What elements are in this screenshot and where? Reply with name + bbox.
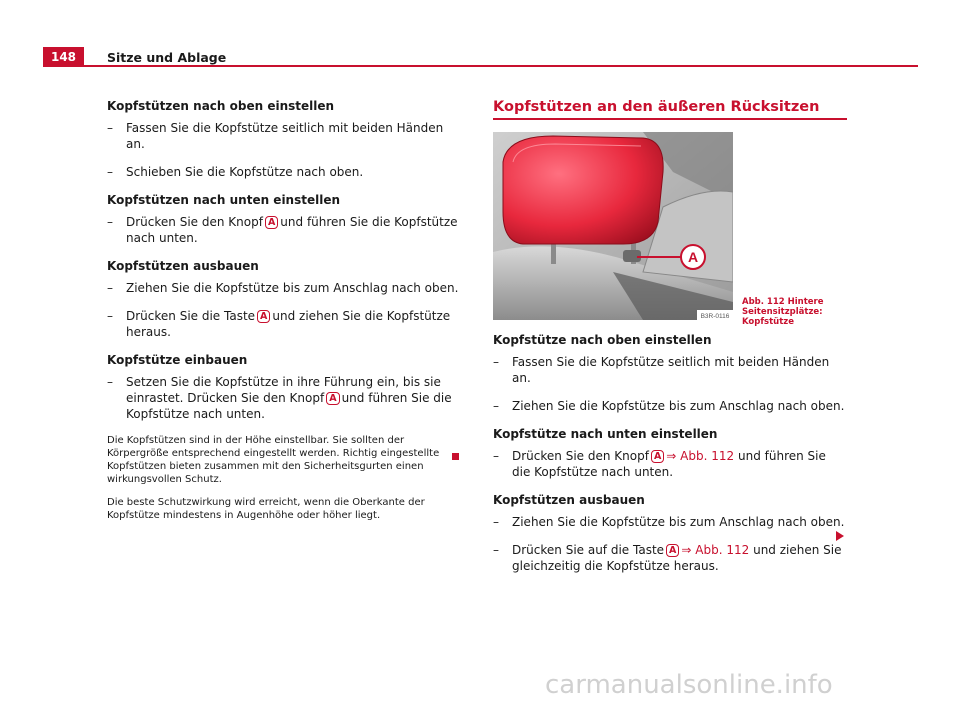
continue-arrow-icon	[836, 531, 844, 541]
left-heading-lower: Kopfstützen nach unten einstellen	[107, 193, 341, 207]
button-a-badge: A	[326, 392, 339, 405]
right-section-raise	[493, 332, 848, 414]
right-section-remove	[493, 492, 848, 574]
right-column	[493, 332, 848, 586]
list-item: – Drücken Sie auf die Taste A ⇒ Abb. 112 und ziehen Sie gleichzeitig die Kopfstütze heraus.	[493, 543, 842, 573]
list-item: – Schieben Sie die Kopfstütze nach oben.	[107, 165, 364, 179]
headrest-figure	[493, 132, 733, 320]
right-heading-lower: Kopfstütze nach unten einstellen	[493, 427, 718, 441]
section-end-marker	[452, 453, 459, 460]
header-rule	[84, 65, 918, 67]
left-column	[107, 98, 465, 532]
note-paragraph: Die beste Schutzwirkung wird erreicht, wenn die Oberkante der Kopfstütze mindestens in Augenhöhe oder höher liegt.	[107, 497, 425, 521]
list-item: – Drücken Sie den Knopf A und führen Sie die Kopfstütze nach unten.	[107, 215, 458, 245]
list-item: – Fassen Sie die Kopfstütze seitlich mit beiden Händen an.	[107, 121, 444, 151]
section-rule	[493, 118, 847, 120]
left-section-raise	[107, 98, 465, 180]
figure-caption: Abb. 112 Hintere Seitensitzplätze: Kopfstütze	[742, 297, 824, 327]
list-item: – Ziehen Sie die Kopfstütze bis zum Anschlag nach oben.	[107, 281, 459, 295]
page-number: 148	[43, 47, 84, 67]
callout-label: A	[687, 249, 699, 265]
left-heading-raise: Kopfstützen nach oben einstellen	[107, 99, 335, 113]
right-heading-raise: Kopfstütze nach oben einstellen	[493, 333, 712, 347]
left-section-remove	[107, 258, 465, 340]
figure-reference-link[interactable]: ⇒ Abb. 112	[681, 543, 750, 557]
button-a-badge: A	[257, 310, 270, 323]
button-a-badge: A	[666, 544, 679, 557]
button-a-badge: A	[265, 216, 278, 229]
list-item: – Setzen Sie die Kopfstütze in ihre Führung ein, bis sie einrastet. Drücken Sie den Knopf A und führen Sie die Kopfstütze nach unten.	[107, 375, 452, 421]
list-item: – Ziehen Sie die Kopfstütze bis zum Anschlag nach oben.	[493, 515, 845, 529]
list-item: – Ziehen Sie die Kopfstütze bis zum Anschlag nach oben.	[493, 399, 845, 413]
figure-reference-link[interactable]: ⇒ Abb. 112	[666, 449, 735, 463]
right-heading-remove: Kopfstützen ausbauen	[493, 493, 645, 507]
chapter-title: Sitze und Ablage	[107, 50, 227, 65]
watermark: carmanualsonline.info	[545, 670, 833, 700]
left-section-lower	[107, 192, 465, 246]
list-item: – Fassen Sie die Kopfstütze seitlich mit beiden Händen an.	[493, 355, 830, 385]
left-section-install	[107, 352, 465, 422]
figure-code: B3R-0116	[700, 313, 730, 320]
list-item: – Drücken Sie den Knopf A ⇒ Abb. 112 und führen Sie die Kopfstütze nach unten.	[493, 449, 826, 479]
note-paragraph: Die Kopfstützen sind in der Höhe einstellbar. Sie sollten der Körpergröße entsprechend eingestellt werden. Richtig eingestellte Kopfstützen bieten zusammen mit den Sicherheitsgurten einen wirkungsvollen Schutz.	[107, 435, 440, 485]
list-item: – Drücken Sie die Taste A und ziehen Sie die Kopfstütze heraus.	[107, 309, 451, 339]
headrest-red	[503, 136, 663, 244]
button-a-badge: A	[651, 450, 664, 463]
left-heading-remove: Kopfstützen ausbauen	[107, 259, 259, 273]
right-section-lower	[493, 426, 848, 480]
left-heading-install: Kopfstütze einbauen	[107, 353, 248, 367]
section-title: Kopfstützen an den äußeren Rücksitzen	[493, 99, 820, 115]
